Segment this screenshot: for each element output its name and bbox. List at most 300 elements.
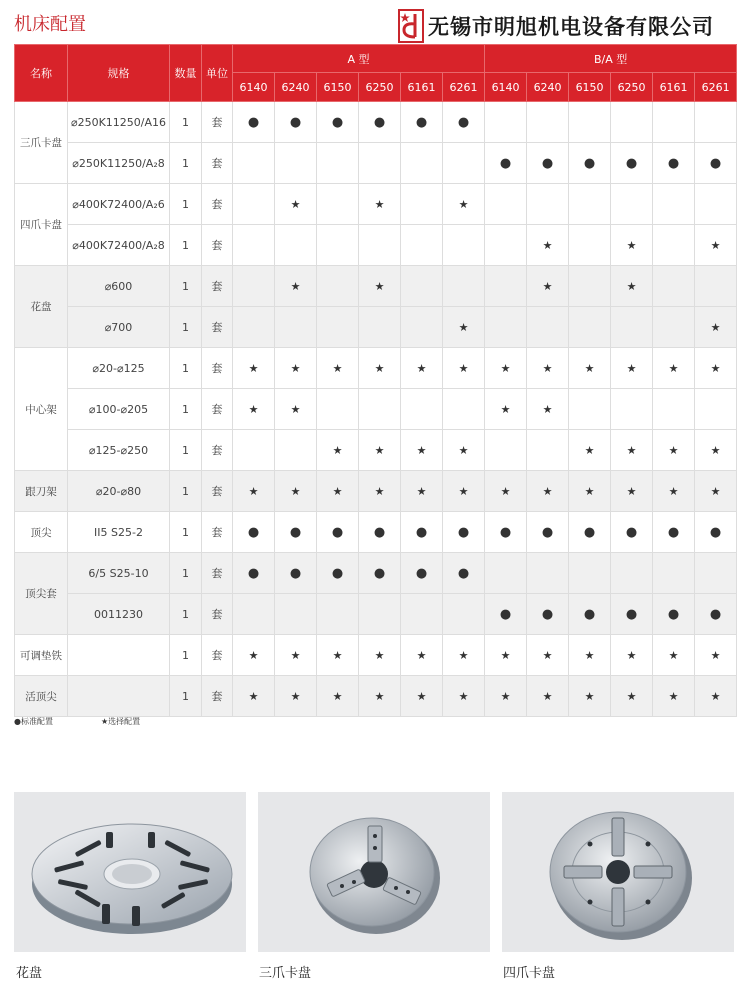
- config-cell: [401, 389, 443, 430]
- item-unit: 套: [202, 471, 233, 512]
- standard-mark-icon: ●: [583, 606, 596, 622]
- optional-mark-icon: ★: [710, 689, 721, 703]
- config-cell: [611, 553, 653, 594]
- config-cell: [317, 102, 359, 143]
- three-jaw-chuck-image: [258, 792, 490, 952]
- config-cell: [695, 389, 737, 430]
- item-unit: 套: [202, 512, 233, 553]
- config-cell: [233, 512, 275, 553]
- config-cell: [359, 389, 401, 430]
- config-cell: [527, 594, 569, 635]
- item-name: 中心架: [15, 348, 68, 471]
- four-jaw-chuck-icon: [502, 792, 734, 952]
- optional-mark-icon: ★: [374, 197, 385, 211]
- config-cell: [317, 430, 359, 471]
- table-row: [15, 348, 737, 389]
- config-cell: [527, 348, 569, 389]
- optional-mark-icon: ★: [626, 443, 637, 457]
- config-cell: [317, 594, 359, 635]
- config-cell: [275, 471, 317, 512]
- optional-mark-icon: ★: [458, 648, 469, 662]
- optional-mark-icon: ★: [626, 648, 637, 662]
- item-qty: 1: [170, 430, 202, 471]
- config-cell: [611, 389, 653, 430]
- config-cell: [317, 225, 359, 266]
- standard-mark-icon: ●: [583, 524, 596, 540]
- config-cell: [527, 512, 569, 553]
- config-cell: [695, 635, 737, 676]
- header-model: 6140: [485, 73, 527, 102]
- item-unit: 套: [202, 266, 233, 307]
- config-cell: [653, 102, 695, 143]
- config-cell: [359, 430, 401, 471]
- optional-mark-icon: ★: [668, 443, 679, 457]
- config-cell: [443, 594, 485, 635]
- item-qty: 1: [170, 471, 202, 512]
- item-spec: [68, 635, 170, 676]
- config-cell: [653, 307, 695, 348]
- config-cell: [317, 266, 359, 307]
- config-cell: [401, 307, 443, 348]
- config-cell: [611, 102, 653, 143]
- config-cell: [317, 143, 359, 184]
- optional-mark-icon: ★: [416, 361, 427, 375]
- item-qty: 1: [170, 512, 202, 553]
- config-cell: [485, 266, 527, 307]
- standard-mark-icon: ●: [457, 565, 470, 581]
- header-model: 6140: [233, 73, 275, 102]
- config-cell: [401, 348, 443, 389]
- config-cell: [695, 553, 737, 594]
- config-cell: [275, 184, 317, 225]
- standard-mark-icon: ●: [709, 155, 722, 171]
- item-qty: 1: [170, 594, 202, 635]
- optional-mark-icon: ★: [458, 361, 469, 375]
- item-spec: ⌀250K11250/A₂8: [68, 143, 170, 184]
- header-model: 6161: [653, 73, 695, 102]
- table-row: [15, 389, 737, 430]
- config-cell: [653, 430, 695, 471]
- config-cell: [569, 594, 611, 635]
- company-logo-icon: [398, 9, 424, 43]
- config-cell: [695, 471, 737, 512]
- config-cell: [695, 225, 737, 266]
- config-cell: [527, 553, 569, 594]
- config-cell: [695, 102, 737, 143]
- config-cell: [443, 635, 485, 676]
- config-cell: [653, 553, 695, 594]
- optional-mark-icon: ★: [374, 443, 385, 457]
- item-qty: 1: [170, 184, 202, 225]
- optional-mark-icon: ★: [626, 689, 637, 703]
- legend: [14, 716, 140, 727]
- optional-mark-icon: ★: [458, 689, 469, 703]
- item-spec: 0011230: [68, 594, 170, 635]
- item-qty: 1: [170, 389, 202, 430]
- config-cell: [443, 430, 485, 471]
- config-cell: [233, 553, 275, 594]
- faceplate-icon: [14, 792, 246, 952]
- optional-mark-icon: ★: [668, 484, 679, 498]
- standard-mark-icon: ●: [373, 565, 386, 581]
- config-cell: [485, 676, 527, 717]
- config-cell: [485, 225, 527, 266]
- item-spec: II5 S25-2: [68, 512, 170, 553]
- config-cell: [359, 143, 401, 184]
- config-cell: [359, 471, 401, 512]
- optional-mark-icon: ★: [248, 484, 259, 498]
- standard-mark-icon: ●: [457, 524, 470, 540]
- config-cell: [485, 594, 527, 635]
- config-cell: [401, 225, 443, 266]
- item-qty: 1: [170, 635, 202, 676]
- standard-mark-icon: ●: [415, 565, 428, 581]
- config-cell: [611, 225, 653, 266]
- optional-mark-icon: ★: [416, 443, 427, 457]
- header-qty: 数量: [170, 45, 202, 102]
- item-unit: 套: [202, 225, 233, 266]
- config-cell: [527, 225, 569, 266]
- config-cell: [275, 143, 317, 184]
- config-cell: [317, 348, 359, 389]
- config-cell: [275, 266, 317, 307]
- optional-mark-icon: ★: [290, 279, 301, 293]
- optional-mark-icon: ★: [500, 402, 511, 416]
- config-cell: [275, 676, 317, 717]
- company-name: 无锡市明旭机电设备有限公司: [428, 15, 714, 39]
- optional-mark-icon: ★: [542, 238, 553, 252]
- optional-mark-icon: ★: [584, 361, 595, 375]
- standard-mark-icon: ●: [247, 565, 260, 581]
- item-qty: 1: [170, 307, 202, 348]
- optional-mark-icon: ★: [290, 402, 301, 416]
- config-cell: [317, 307, 359, 348]
- table-row: [15, 676, 737, 717]
- header-model: 6150: [569, 73, 611, 102]
- config-cell: [359, 225, 401, 266]
- config-cell: [317, 635, 359, 676]
- config-cell: [569, 635, 611, 676]
- config-cell: [233, 676, 275, 717]
- config-cell: [317, 676, 359, 717]
- item-qty: 1: [170, 676, 202, 717]
- item-unit: 套: [202, 594, 233, 635]
- config-cell: [275, 102, 317, 143]
- config-cell: [233, 594, 275, 635]
- config-cell: [359, 184, 401, 225]
- item-unit: 套: [202, 307, 233, 348]
- config-cell: [401, 471, 443, 512]
- config-cell: [443, 266, 485, 307]
- optional-mark-icon: ★: [248, 402, 259, 416]
- optional-mark-icon: ★: [374, 689, 385, 703]
- optional-mark-icon: ★: [542, 689, 553, 703]
- optional-mark-icon: ★: [374, 648, 385, 662]
- config-cell: [485, 307, 527, 348]
- config-cell: [317, 389, 359, 430]
- standard-mark-icon: ●: [289, 114, 302, 130]
- config-cell: [653, 225, 695, 266]
- table-row: [15, 512, 737, 553]
- table-row: [15, 225, 737, 266]
- optional-mark-icon: ★: [500, 361, 511, 375]
- item-unit: 套: [202, 389, 233, 430]
- config-cell: [611, 143, 653, 184]
- config-cell: [653, 512, 695, 553]
- optional-mark-icon: ★: [668, 648, 679, 662]
- config-cell: [359, 553, 401, 594]
- optional-mark-icon: ★: [542, 484, 553, 498]
- config-cell: [569, 143, 611, 184]
- config-cell: [401, 102, 443, 143]
- standard-mark-icon: ●: [499, 524, 512, 540]
- optional-mark-icon: ★: [458, 484, 469, 498]
- optional-mark-icon: ★: [416, 689, 427, 703]
- config-cell: [653, 266, 695, 307]
- optional-mark-icon: ★: [626, 484, 637, 498]
- config-cell: [611, 307, 653, 348]
- config-cell: [275, 225, 317, 266]
- config-cell: [401, 635, 443, 676]
- item-name: 跟刀架: [15, 471, 68, 512]
- table-row: [15, 307, 737, 348]
- standard-mark-icon: ●: [709, 524, 722, 540]
- config-cell: [569, 266, 611, 307]
- item-name: 三爪卡盘: [15, 102, 68, 184]
- config-cell: [359, 348, 401, 389]
- config-cell: [653, 184, 695, 225]
- header-model: 6240: [275, 73, 317, 102]
- config-cell: [275, 389, 317, 430]
- header-group-ba: B/A 型: [485, 45, 737, 73]
- optional-mark-icon: ★: [542, 279, 553, 293]
- header-unit: 单位: [202, 45, 233, 102]
- config-cell: [527, 102, 569, 143]
- optional-mark-icon: ★: [710, 648, 721, 662]
- table-row: [15, 143, 737, 184]
- optional-mark-icon: ★: [458, 443, 469, 457]
- config-cell: [275, 553, 317, 594]
- standard-mark-icon: ●: [289, 524, 302, 540]
- config-cell: [527, 676, 569, 717]
- header-spec: 规格: [68, 45, 170, 102]
- config-cell: [569, 553, 611, 594]
- header-model: 6261: [695, 73, 737, 102]
- config-cell: [401, 594, 443, 635]
- item-spec: ⌀20-⌀125: [68, 348, 170, 389]
- optional-mark-icon: ★: [416, 648, 427, 662]
- header-model: 6161: [401, 73, 443, 102]
- config-cell: [695, 184, 737, 225]
- config-cell: [527, 430, 569, 471]
- optional-mark-icon: ★: [542, 361, 553, 375]
- item-unit: 套: [202, 348, 233, 389]
- standard-mark-icon: ●: [373, 114, 386, 130]
- faceplate-caption: 花盘: [16, 966, 43, 981]
- config-cell: [569, 512, 611, 553]
- config-cell: [275, 512, 317, 553]
- config-cell: [359, 266, 401, 307]
- config-cell: [401, 676, 443, 717]
- optional-mark-icon: ★: [458, 197, 469, 211]
- item-qty: 1: [170, 266, 202, 307]
- optional-mark-icon: ★: [332, 484, 343, 498]
- optional-mark-icon: ★: [374, 484, 385, 498]
- optional-mark-icon: ★: [290, 648, 301, 662]
- config-cell: [485, 348, 527, 389]
- config-cell: [275, 635, 317, 676]
- three-jaw-chuck-icon: [258, 792, 490, 952]
- config-cell: [485, 389, 527, 430]
- item-spec: ⌀400K72400/A₂6: [68, 184, 170, 225]
- standard-mark-icon: ●: [499, 606, 512, 622]
- config-cell: [233, 266, 275, 307]
- config-cell: [527, 307, 569, 348]
- optional-mark-icon: ★: [584, 484, 595, 498]
- config-cell: [359, 307, 401, 348]
- standard-mark-icon: ●: [541, 606, 554, 622]
- config-cell: [527, 184, 569, 225]
- optional-mark-icon: ★: [626, 238, 637, 252]
- optional-mark-icon: ★: [374, 361, 385, 375]
- config-cell: [443, 676, 485, 717]
- optional-mark-icon: ★: [500, 689, 511, 703]
- standard-mark-icon: ●: [331, 524, 344, 540]
- config-cell: [653, 471, 695, 512]
- four-jaw-chuck-caption: 四爪卡盘: [503, 966, 556, 981]
- config-cell: [233, 430, 275, 471]
- config-cell: [359, 102, 401, 143]
- header-model: 6150: [317, 73, 359, 102]
- standard-mark-icon: ●: [415, 524, 428, 540]
- header-name: 名称: [15, 45, 68, 102]
- optional-mark-icon: ★: [290, 689, 301, 703]
- config-cell: [695, 430, 737, 471]
- config-cell: [569, 348, 611, 389]
- item-unit: 套: [202, 184, 233, 225]
- config-cell: [569, 225, 611, 266]
- item-spec: ⌀400K72400/A₂8: [68, 225, 170, 266]
- item-unit: 套: [202, 143, 233, 184]
- item-qty: 1: [170, 348, 202, 389]
- four-jaw-chuck-image: [502, 792, 734, 952]
- table-row: [15, 430, 737, 471]
- config-cell: [317, 471, 359, 512]
- config-cell: [233, 102, 275, 143]
- standard-mark-icon: ●: [625, 155, 638, 171]
- standard-mark-icon: ●: [583, 155, 596, 171]
- optional-mark-icon: ★: [458, 320, 469, 334]
- item-name: 活顶尖: [15, 676, 68, 717]
- item-spec: ⌀20-⌀80: [68, 471, 170, 512]
- config-cell: [569, 389, 611, 430]
- page-title: 机床配置: [14, 14, 86, 35]
- config-cell: [695, 676, 737, 717]
- item-spec: ⌀100-⌀205: [68, 389, 170, 430]
- config-table: [14, 44, 737, 717]
- config-cell: [401, 553, 443, 594]
- config-cell: [569, 471, 611, 512]
- optional-mark-icon: ★: [332, 648, 343, 662]
- header-model: 6250: [359, 73, 401, 102]
- optional-mark-icon: ★: [374, 279, 385, 293]
- standard-mark-icon: ●: [625, 524, 638, 540]
- item-qty: 1: [170, 102, 202, 143]
- standard-mark-icon: ●: [499, 155, 512, 171]
- item-unit: 套: [202, 635, 233, 676]
- optional-mark-icon: ★: [500, 484, 511, 498]
- standard-mark-icon: ●: [541, 524, 554, 540]
- config-cell: [317, 184, 359, 225]
- config-cell: [443, 512, 485, 553]
- optional-mark-icon: ★: [626, 279, 637, 293]
- optional-mark-icon: ★: [248, 361, 259, 375]
- item-name: 顶尖套: [15, 553, 68, 635]
- table-row: [15, 635, 737, 676]
- config-cell: [443, 184, 485, 225]
- config-cell: [569, 184, 611, 225]
- config-cell: [485, 471, 527, 512]
- standard-mark-icon: ●: [247, 114, 260, 130]
- config-cell: [653, 389, 695, 430]
- config-cell: [527, 143, 569, 184]
- optional-mark-icon: ★: [710, 443, 721, 457]
- config-cell: [443, 307, 485, 348]
- config-cell: [695, 594, 737, 635]
- config-cell: [611, 348, 653, 389]
- optional-mark-icon: ★: [542, 402, 553, 416]
- config-cell: [443, 553, 485, 594]
- optional-mark-icon: ★: [332, 443, 343, 457]
- item-name: 可调垫铁: [15, 635, 68, 676]
- optional-mark-icon: ★: [710, 484, 721, 498]
- optional-mark-icon: ★: [290, 361, 301, 375]
- config-cell: [611, 594, 653, 635]
- config-cell: [359, 676, 401, 717]
- config-cell: [485, 553, 527, 594]
- config-cell: [611, 635, 653, 676]
- config-cell: [569, 102, 611, 143]
- config-cell: [611, 471, 653, 512]
- optional-mark-icon: ★: [248, 648, 259, 662]
- config-cell: [275, 307, 317, 348]
- config-cell: [233, 471, 275, 512]
- config-cell: [695, 143, 737, 184]
- optional-mark-icon: ★: [332, 689, 343, 703]
- optional-mark-icon: ★: [710, 238, 721, 252]
- config-cell: [569, 307, 611, 348]
- legend-standard: ●标准配置: [14, 717, 53, 726]
- company-header: [398, 8, 714, 44]
- config-cell: [527, 389, 569, 430]
- config-cell: [695, 348, 737, 389]
- config-cell: [527, 635, 569, 676]
- header-group-a: A 型: [233, 45, 485, 73]
- config-cell: [401, 184, 443, 225]
- config-cell: [233, 184, 275, 225]
- table-row: [15, 266, 737, 307]
- header-model: 6261: [443, 73, 485, 102]
- config-cell: [275, 430, 317, 471]
- standard-mark-icon: ●: [247, 524, 260, 540]
- header-model: 6250: [611, 73, 653, 102]
- config-cell: [401, 512, 443, 553]
- standard-mark-icon: ●: [331, 565, 344, 581]
- table-row: [15, 471, 737, 512]
- optional-mark-icon: ★: [248, 689, 259, 703]
- config-cell: [443, 389, 485, 430]
- standard-mark-icon: ●: [373, 524, 386, 540]
